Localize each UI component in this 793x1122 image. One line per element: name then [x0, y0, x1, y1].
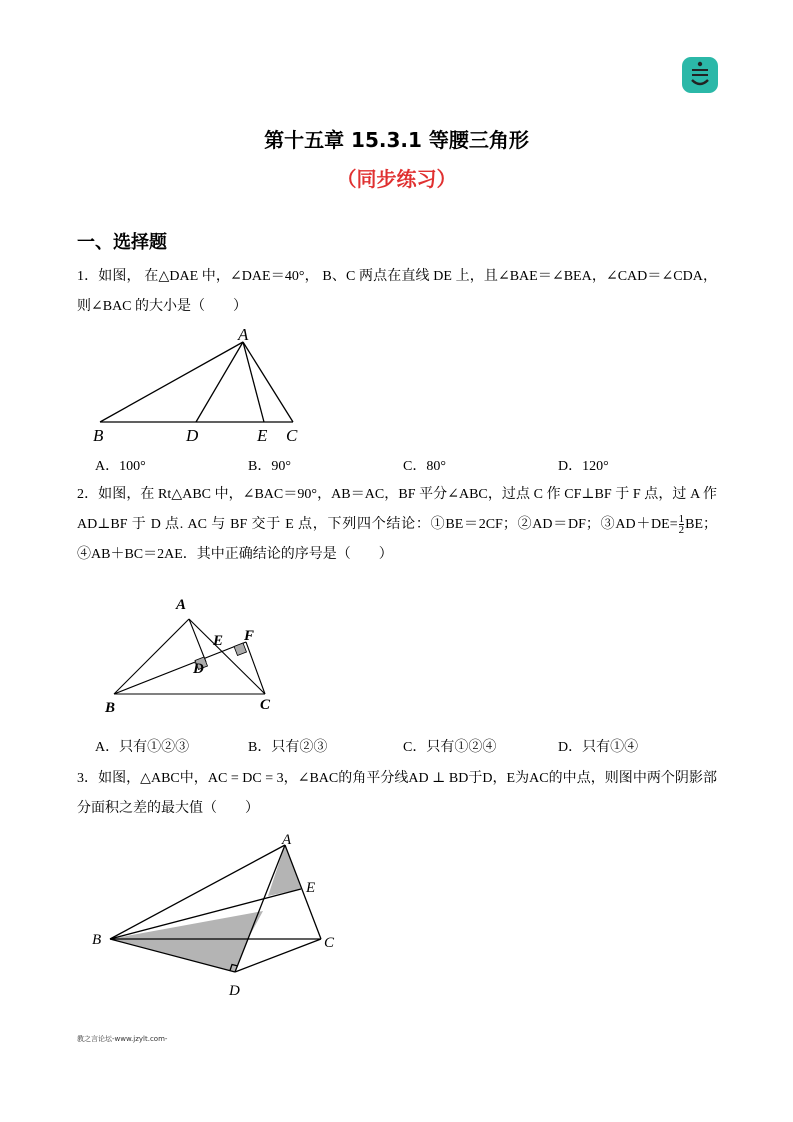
fraction-numerator: 1 [678, 513, 685, 526]
q2-text-part-a: 2．如图，在 Rt△ABC 中，∠BAC＝90°，AB＝AC，BF 平分∠ABC，过点 C 作 CF⊥BF 于 F 点，过 A 作 AD⊥BF 于 D 点. AC 与 BF 交于 E 点，下列四个结论：①BE＝2CF；②AD＝DF；③AD＋DE= [77, 487, 717, 532]
q2-label-b: B [105, 700, 116, 716]
q1-figure [88, 325, 318, 447]
q2-label-d: D [193, 661, 204, 677]
q1-label-b: B [93, 426, 104, 445]
q2-figure [100, 592, 290, 720]
fraction-half [679, 514, 685, 535]
logo [682, 57, 718, 93]
q3-label-b: B [92, 932, 102, 948]
q1-label-c: C [286, 426, 298, 445]
q3-figure [88, 828, 348, 1003]
q1-label-e: E [257, 426, 268, 445]
q3-label-a: A [282, 832, 292, 848]
q3-label-e: E [306, 880, 316, 896]
q2-label-c: C [260, 697, 271, 713]
q1-option-a[interactable]: A．100° [95, 459, 146, 474]
q2-option-c[interactable]: C．只有①②④ [403, 740, 497, 755]
page-title: 第十五章 15.3.1 等腰三角形 [264, 128, 529, 152]
q1-option-c[interactable]: C．80° [403, 459, 446, 474]
q1-label-a: A [238, 325, 249, 344]
section-title: 一、选择题 [77, 232, 167, 253]
q2-label-f: F [244, 628, 255, 644]
q2-text-part-b: BE；④AB＋BC＝2AE．其中正确结论的序号是（ ） [77, 517, 717, 562]
page-subtitle: （同步练习） [336, 167, 457, 191]
book-icon [682, 57, 718, 93]
q1-label-d: D [186, 426, 199, 445]
q2-option-b[interactable]: B．只有②③ [248, 740, 328, 755]
q1-option-d[interactable]: D．120° [558, 459, 609, 474]
q2-label-a: A [176, 597, 187, 613]
q3-label-c: C [324, 935, 335, 951]
q3-label-d: D [229, 983, 240, 999]
question-2-text [77, 480, 717, 570]
fraction-denominator: 2 [678, 524, 685, 537]
q2-option-a[interactable]: A．只有①②③ [95, 740, 190, 755]
question-3-text: 3．如图，△ABC中，AC = DC = 3，∠BAC的角平分线AD ⊥ BD于D，E为AC的中点，则图中两个阴影部分面积之差的最大值（ ） [77, 771, 717, 816]
question-1-text: 1．如图， 在△DAE 中，∠DAE＝40°， B、C 两点在直线 DE 上，且∠BAE＝∠BEA，∠CAD＝∠CDA，则∠BAC 的大小是（ ） [77, 269, 717, 314]
q2-option-d[interactable]: D．只有①④ [558, 740, 639, 755]
footer-text: 教之言论坛-www.jzylt.com- [77, 1035, 168, 1043]
q2-label-e: E [213, 633, 224, 649]
q1-option-b[interactable]: B．90° [248, 459, 291, 474]
